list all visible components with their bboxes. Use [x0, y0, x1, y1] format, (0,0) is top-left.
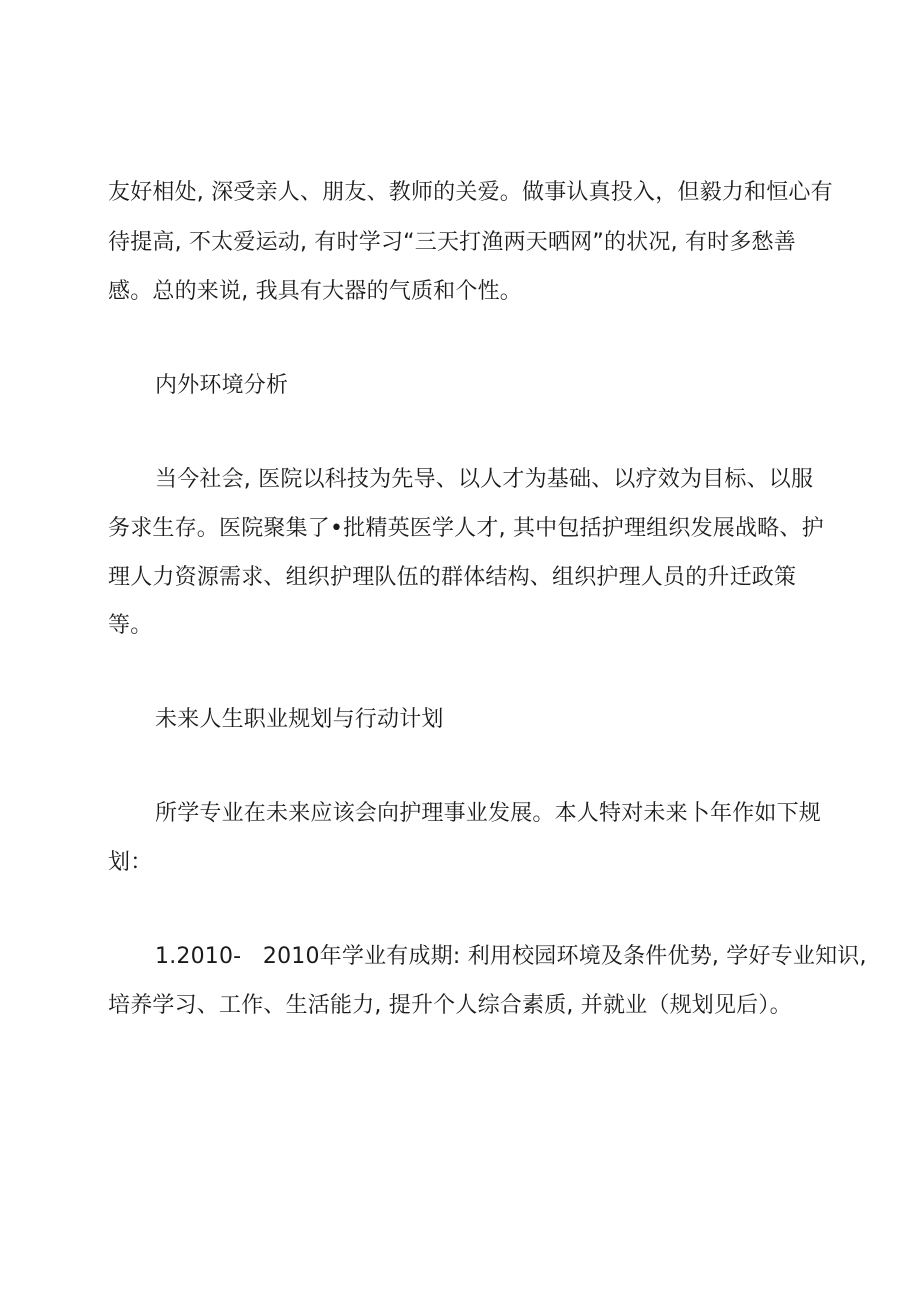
paragraph-line: 所学专业在未来应该会向护理事业发展。本人特对未来卜年作如下规	[155, 801, 822, 826]
paragraph-line: 理人力资源需求、组织护理队伍的群体结构、组织护理人员的升迁政策	[108, 565, 797, 590]
paragraph-line: 待提高, 不太爱运动, 有时学习“三天打渔两天晒网”的状况, 有时多愁善	[108, 230, 796, 255]
paragraph-line: 务求生存。医院聚集了•批精英医学人才, 其中包括护理组织发展战略、护	[108, 516, 824, 541]
list-item-line: 1.2010- 2010年学业有成期: 利用校园环境及条件优势, 学好专业知识,	[155, 944, 867, 969]
section-heading-environment: 内外环境分析	[155, 373, 289, 398]
paragraph-line: 当今社会, 医院以科技为先导、以人才为基础、以疗效为目标、以服	[155, 467, 814, 492]
paragraph-line: 划：	[108, 850, 153, 875]
list-item-line: 培养学习、工作、生活能力, 提升个人综合素质, 并就业（规划见后）。	[108, 993, 792, 1018]
paragraph-line: 等。	[108, 613, 153, 638]
paragraph-line: 友好相处, 深受亲人、朋友、教师的关爱。做事认真投入，但毅力和恒心有	[108, 180, 833, 205]
paragraph-line: 感。总的来说, 我具有大器的气质和个性。	[108, 279, 522, 304]
section-heading-plan: 未来人生职业规划与行动计划	[155, 707, 444, 732]
